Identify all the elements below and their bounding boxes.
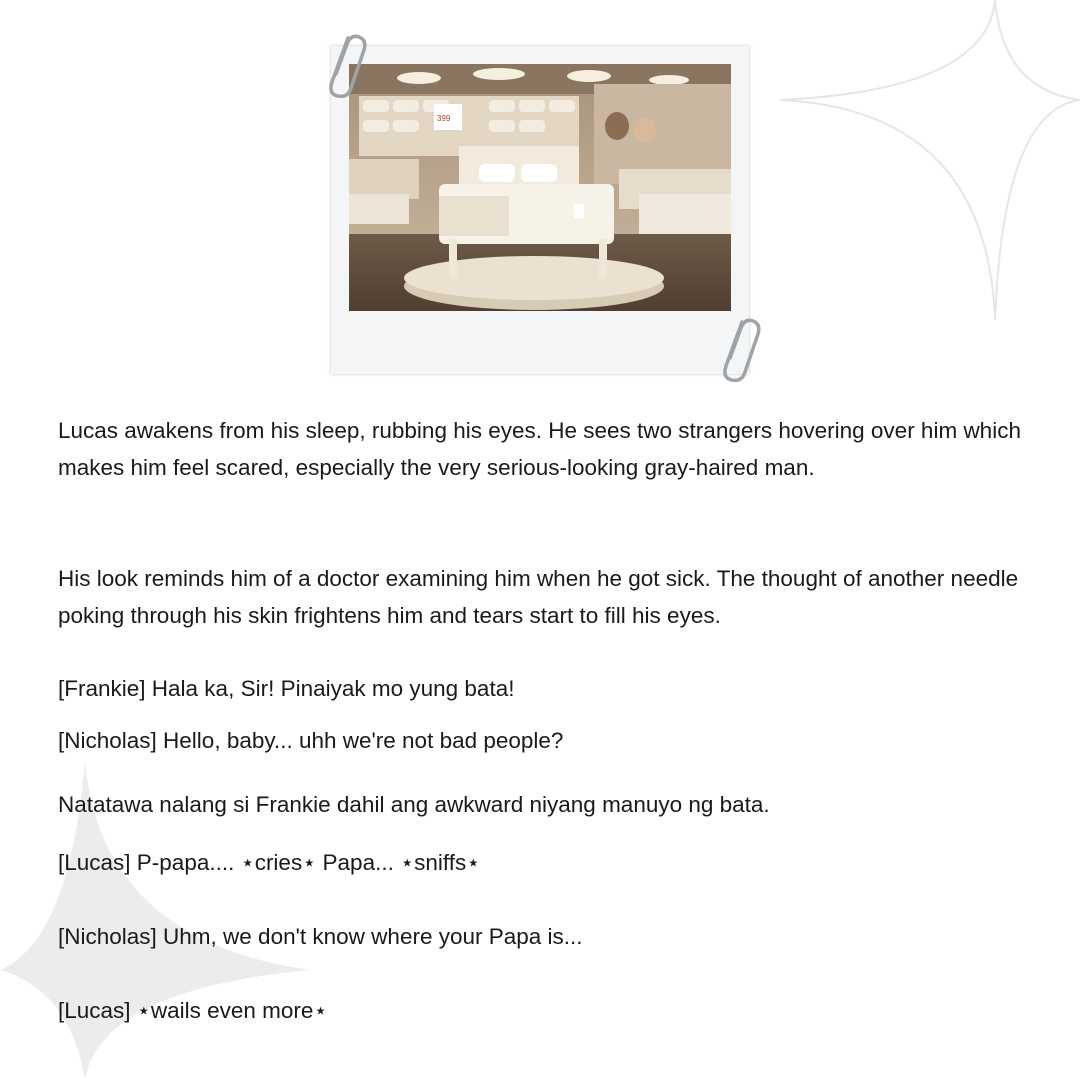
paperclip-bottom-icon [712,316,762,382]
paperclip-top-icon [318,32,368,98]
sparkle-top-right-icon [775,0,1080,320]
dialogue-line: [Lucas] ⋆wails even more⋆ [58,998,328,1023]
polaroid-frame [331,46,749,374]
dialogue-line: [Frankie] Hala ka, Sir! Pinaiyak mo yung bata! [58,676,515,701]
dialogue-line: [Nicholas] Uhm, we don't know where your Papa is... [58,924,583,949]
price-tag-text: 399 [437,114,451,123]
story-paragraph-1: Lucas awakens from his sleep, rubbing his eyes. He sees two strangers hovering over him which makes him feel scared, especially the very serious-looking gray-haired man. [58,418,1021,480]
dialogue-line: [Nicholas] Hello, baby... uhh we're not bad people? [58,728,564,753]
bedroom-store-photo [349,64,731,311]
story-paragraph-2: His look reminds him of a doctor examining him when he got sick. The thought of another needle poking through his skin frightens him and tears start to fill his eyes. [58,566,1019,628]
dialogue-line: [Lucas] P-papa.... ⋆cries⋆ Papa... ⋆sniffs⋆ [58,850,481,875]
narration-line: Natatawa nalang si Frankie dahil ang awkward niyang manuyo ng bata. [58,792,770,817]
